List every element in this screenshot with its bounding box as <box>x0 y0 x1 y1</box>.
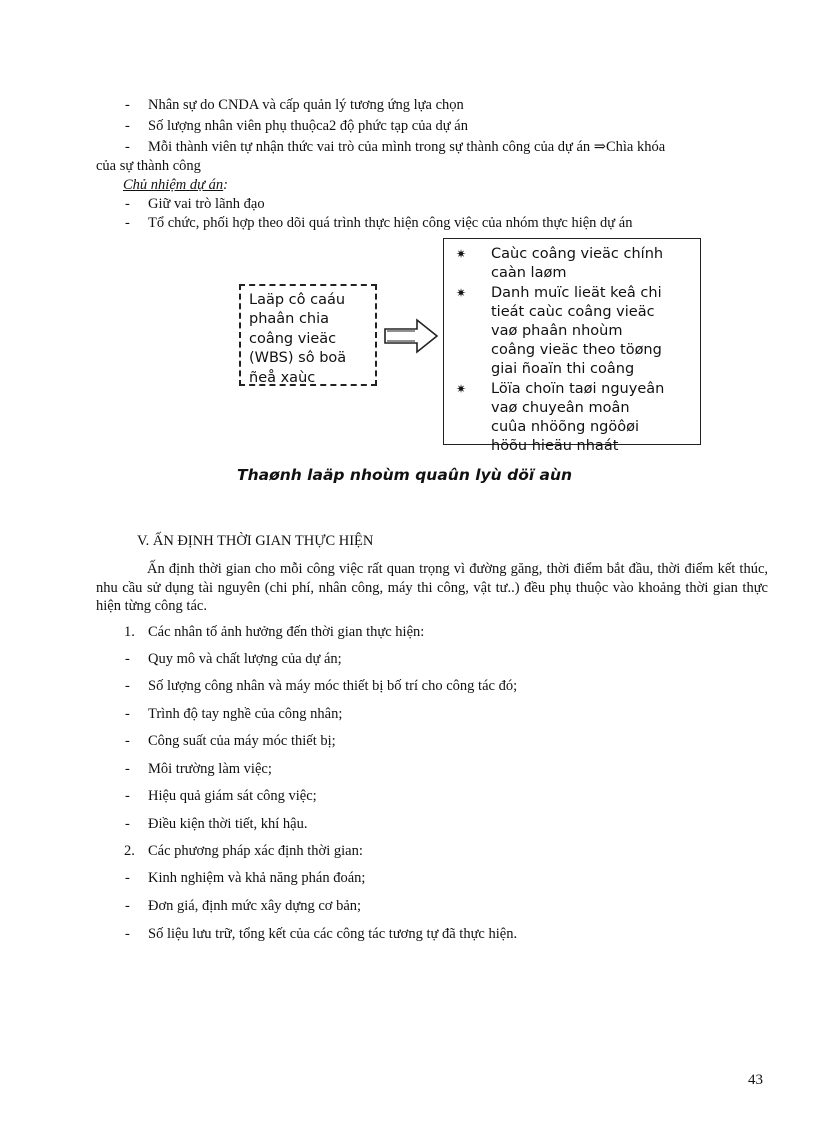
outcome-line: cuûa nhöõng ngöôøi <box>491 419 640 435</box>
method-item: Đơn giá, định mức xây dựng cơ bản; <box>148 898 362 914</box>
bullet-dash: - <box>125 651 130 667</box>
star-bullet-icon: ✷ <box>456 382 467 396</box>
section-heading: V. ẤN ĐỊNH THỜI GIAN THỰC HIỆN <box>137 533 374 549</box>
outcomes-box <box>443 238 701 454</box>
factor-item: Số lượng công nhân và máy móc thiết bị bố trí cho công tác đó; <box>148 678 518 694</box>
bullet-dash: - <box>125 816 130 832</box>
pm-heading-colon: : <box>223 177 228 193</box>
bullet-text: Số lượng nhân viên phụ thuộca2 độ phức tạp của dự án <box>148 118 468 134</box>
bullet-dash: - <box>125 678 130 694</box>
outcome-line: vaø phaân nhoùm <box>491 323 623 339</box>
factor-item: Hiệu quả giám sát công việc; <box>148 788 317 804</box>
section-paragraph: Ấn định thời gian cho mỗi công việc rất quan trọng vì đường găng, thời điểm bắt đầu, thời điểm kết thúc, nhu cầu sử dụng tài nguyên (chi phí, nhân công, máy thi công, vật tư..) đều phụ thuộc vào khoảng thời gian thực hiện từng công tác. <box>96 561 768 614</box>
bullet-dash: - <box>125 97 130 113</box>
wbs-box-line: phaân chia <box>249 311 330 328</box>
bullet-dash: - <box>125 196 130 212</box>
diagram-caption: Thaønh laäp nhoùm quaûn lyù döï aùn <box>237 466 573 484</box>
pm-bullet: Giữ vai trò lãnh đạo <box>148 196 265 212</box>
success-line-continuation: của sự thành công <box>96 158 201 174</box>
bullet-dash: - <box>125 870 130 886</box>
bullet-dash: - <box>125 215 130 231</box>
factor-item: Quy mô và chất lượng của dự án; <box>148 651 342 667</box>
list-title: Các nhân tố ảnh hưởng đến thời gian thực hiện: <box>148 624 425 640</box>
wbs-box-line: Laäp cô caáu <box>249 292 346 308</box>
pm-heading <box>123 176 228 194</box>
outcome-line: Danh muïc lieät keâ chi <box>491 285 662 301</box>
outcome-line: tieát caùc coâng vieäc <box>491 304 655 320</box>
pm-bullet: Tổ chức, phối hợp theo dõi quá trình thực hiện công việc của nhóm thực hiện dự án <box>148 215 633 231</box>
outcome-item <box>456 284 694 379</box>
bullet-dash: - <box>125 926 130 942</box>
list-title: Các phương pháp xác định thời gian: <box>148 843 363 859</box>
bullet-text: Nhân sự do CNDA và cấp quản lý tương ứng lựa chọn <box>148 97 464 113</box>
bullet-dash: - <box>125 733 130 749</box>
outcome-line: Caùc coâng vieäc chính <box>491 246 664 262</box>
outcome-line: vaø chuyeân moân <box>491 400 630 416</box>
factor-item: Công suất của máy móc thiết bị; <box>148 733 336 749</box>
wbs-box-line: (WBS) sô boä <box>249 350 347 367</box>
arrow-right-icon <box>383 318 439 354</box>
star-bullet-icon: ✷ <box>456 286 467 300</box>
bullet-dash: - <box>125 118 130 134</box>
bullet-dash: - <box>125 788 130 804</box>
outcome-line: caàn laøm <box>491 265 567 281</box>
success-line-text: Mỗi thành viên tự nhận thức vai trò của mình trong sự thành công của dự án ⇒Chìa khóa <box>148 139 666 155</box>
method-item: Kinh nghiệm và khả năng phán đoán; <box>148 870 366 886</box>
outcome-line: coâng vieäc theo töøng <box>491 342 662 358</box>
page-number: 43 <box>748 1072 763 1088</box>
factor-item: Điều kiện thời tiết, khí hậu. <box>148 816 308 832</box>
bullet-dash: - <box>125 761 130 777</box>
bullet-dash: - <box>125 706 130 722</box>
bullet-dash: - <box>125 898 130 914</box>
star-bullet-icon: ✷ <box>456 247 467 261</box>
outcome-item <box>456 245 694 283</box>
outcome-item <box>456 380 694 456</box>
list-number: 2. <box>124 843 135 859</box>
list-number: 1. <box>124 624 135 640</box>
outcome-line: giai ñoaïn thi coâng <box>491 361 635 377</box>
factor-item: Trình độ tay nghề của công nhân; <box>148 706 343 722</box>
pm-heading-text: Chủ nhiệm dự án <box>123 177 224 193</box>
bullet-dash: - <box>125 139 130 155</box>
outcome-line: höõu hieäu nhaát <box>491 438 619 454</box>
method-item: Số liệu lưu trữ, tổng kết của các công tác tương tự đã thực hiện. <box>148 926 518 942</box>
wbs-box <box>239 284 377 386</box>
wbs-box-line: coâng vieäc <box>249 330 337 347</box>
outcome-line: Löïa choïn taøi nguyeân <box>491 381 665 397</box>
wbs-box-line: ñeå xaùc <box>249 369 316 386</box>
factor-item: Môi trường làm việc; <box>148 761 272 777</box>
